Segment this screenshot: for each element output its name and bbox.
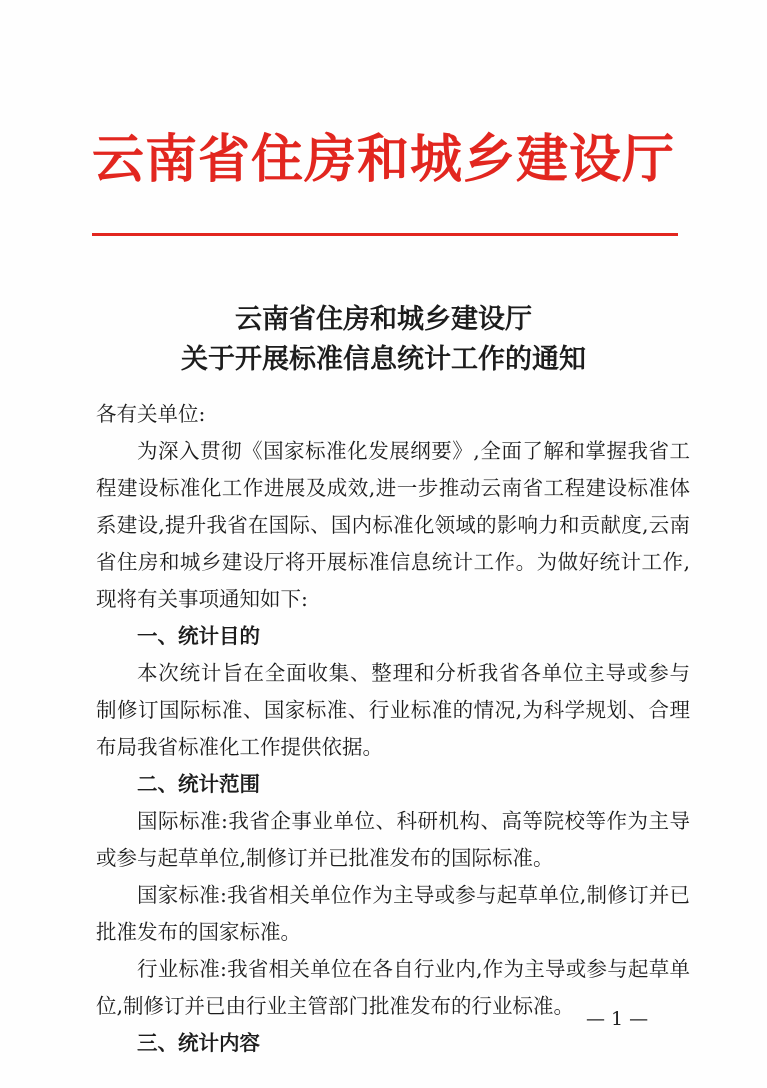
section-heading-content: 三、统计内容 [137,1031,260,1055]
scope-industry-paragraph: 行业标准:我省相关单位在各自行业内,作为主导或参与起草单位,制修订并已由行业主管部门批准发布的行业标准。 [96,957,690,1018]
scope-national-paragraph: 国家标准:我省相关单位作为主导或参与起草单位,制修订并已批准发布的国家标准。 [96,883,690,944]
salutation: 各有关单位: [96,402,206,426]
document-title-line-2: 关于开展标准信息统计工作的通知 [181,344,586,375]
document-title-line-1: 云南省住房和城乡建设厅 [235,304,532,335]
red-divider-line [92,233,678,236]
section-heading-purpose: 一、统计目的 [137,624,260,648]
section-purpose-paragraph: 本次统计旨在全面收集、整理和分析我省各单位主导或参与制修订国际标准、国家标准、行业标准的情况,为科学规划、合理布局我省标准化工作提供依据。 [96,661,690,759]
scope-international-paragraph: 国际标准:我省企事业单位、科研机构、高等院校等作为主导或参与起草单位,制修订并已批准发布的国际标准。 [96,809,690,870]
intro-paragraph: 为深入贯彻《国家标准化发展纲要》,全面了解和掌握我省工程建设标准化工作进展及成效,进一步推动云南省工程建设标准体系建设,提升我省在国际、国内标准化领域的影响力和贡献度,云南省住房和城乡建设厅将开展标准信息统计工作。为做好统计工作,现将有关事项通知如下: [96,439,690,611]
page-number: — 1 — [586,1008,649,1030]
section-heading-scope: 二、统计范围 [137,772,260,796]
document-body [96,433,690,1062]
agency-letterhead: 云南省住房和城乡建设厅 [92,129,676,190]
